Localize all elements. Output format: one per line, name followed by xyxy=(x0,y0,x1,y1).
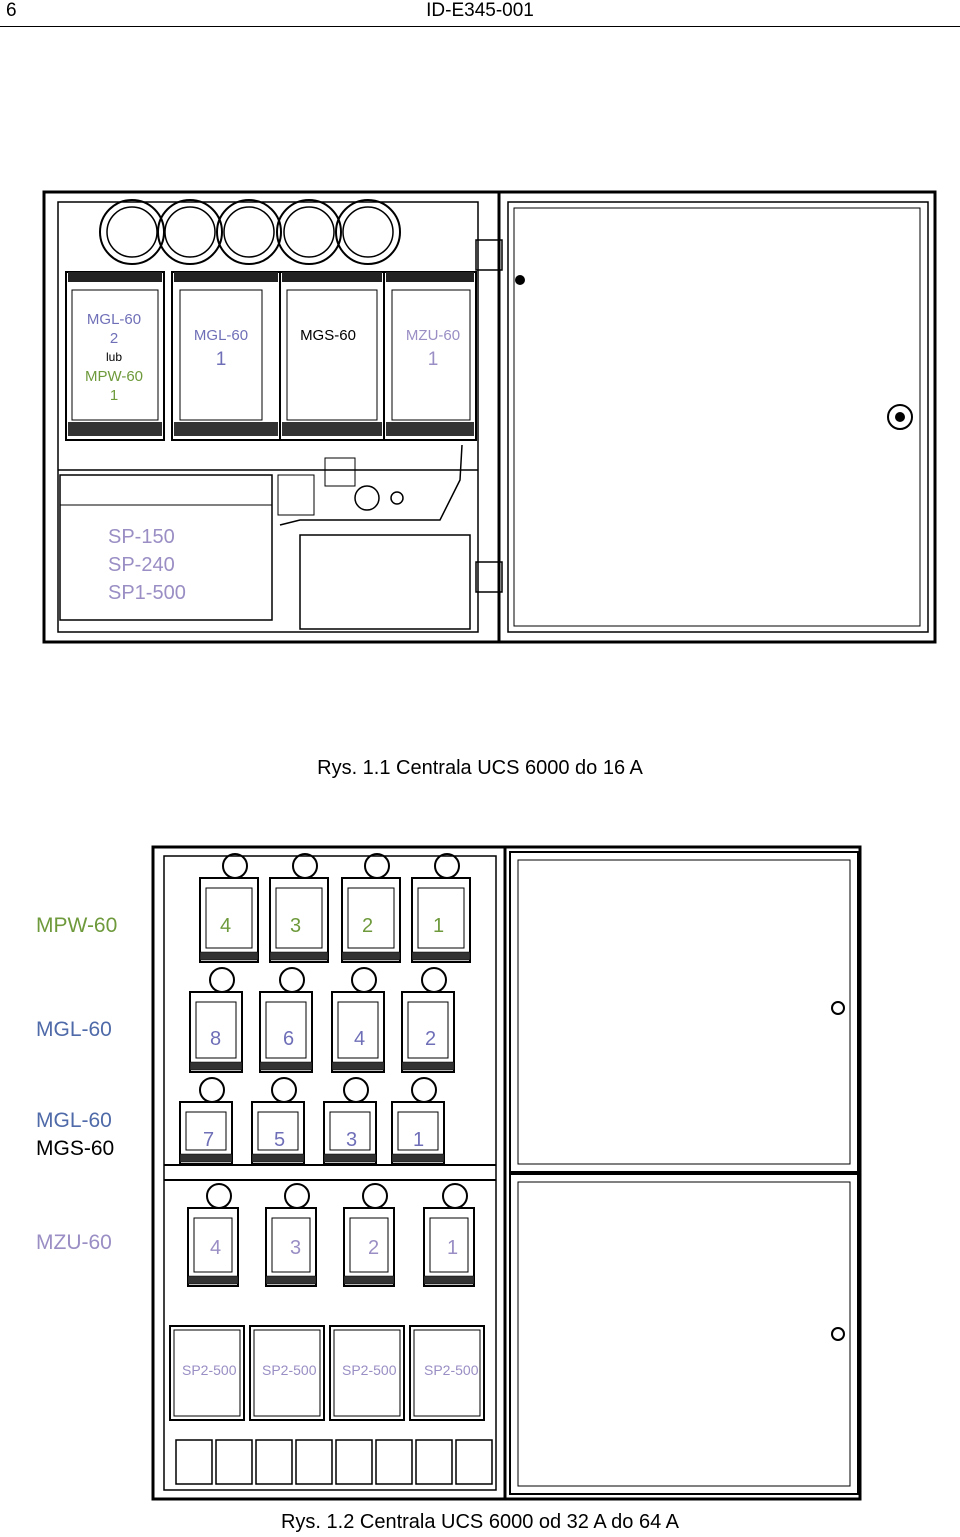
page-number: 6 xyxy=(6,0,17,21)
figure-1-caption: Rys. 1.1 Centrala UCS 6000 do 16 A xyxy=(317,757,643,779)
module-label-line: MGL-60 xyxy=(193,327,249,344)
psu-label: SP2-500 xyxy=(262,1362,317,1378)
module-number: 2 xyxy=(368,1237,380,1259)
row-label-line: MGS-60 xyxy=(36,1137,115,1160)
row-label-line: MGL-60 xyxy=(36,1018,112,1041)
module-number: 1 xyxy=(447,1237,459,1259)
row-label-mpw xyxy=(36,912,117,939)
module-number: 2 xyxy=(362,915,374,937)
module-number: 5 xyxy=(274,1129,286,1151)
module-label-line: 1 xyxy=(427,349,439,370)
row-label-mgl-mgs xyxy=(36,1107,114,1163)
module-label-line: lub xyxy=(105,350,122,364)
psu-label-line: SP-150 xyxy=(108,526,175,548)
psu-label: SP2-500 xyxy=(182,1362,237,1378)
module-number: 4 xyxy=(354,1028,366,1050)
module-number: 1 xyxy=(413,1129,425,1151)
module-number: 3 xyxy=(290,1237,302,1259)
psu-label: SP2-500 xyxy=(342,1362,397,1378)
module-number: 3 xyxy=(290,915,302,937)
row-label-line: MPW-60 xyxy=(36,914,118,937)
module-label-line: 1 xyxy=(109,387,119,404)
psu-label-line: SP1-500 xyxy=(108,582,186,604)
module-number: 4 xyxy=(210,1237,222,1259)
module-number: 6 xyxy=(283,1028,295,1050)
psu-label: SP2-500 xyxy=(424,1362,479,1378)
module-number: 8 xyxy=(210,1028,222,1050)
module-label-line: MGL-60 xyxy=(86,311,142,328)
module-number: 3 xyxy=(346,1129,358,1151)
module-label-line: 1 xyxy=(215,349,227,370)
module-number: 1 xyxy=(433,915,445,937)
row-label-line: MZU-60 xyxy=(36,1231,112,1254)
figure-2-caption: Rys. 1.2 Centrala UCS 6000 od 32 A do 64 A xyxy=(280,1511,680,1533)
row-label-line: MGL-60 xyxy=(36,1109,112,1132)
module-number: 7 xyxy=(203,1129,215,1151)
module-label-line: 2 xyxy=(109,330,119,347)
row-label-mzu xyxy=(36,1229,112,1256)
module-number: 4 xyxy=(220,915,232,937)
document-id: ID-E345-001 xyxy=(426,0,534,21)
psu-label-line: SP-240 xyxy=(108,554,175,576)
module-label-line: MPW-60 xyxy=(84,368,144,385)
module-label-line: MGS-60 xyxy=(300,327,356,344)
module-number: 2 xyxy=(425,1028,437,1050)
row-label-mgl xyxy=(36,1016,112,1043)
module-label-line: MZU-60 xyxy=(405,327,461,344)
